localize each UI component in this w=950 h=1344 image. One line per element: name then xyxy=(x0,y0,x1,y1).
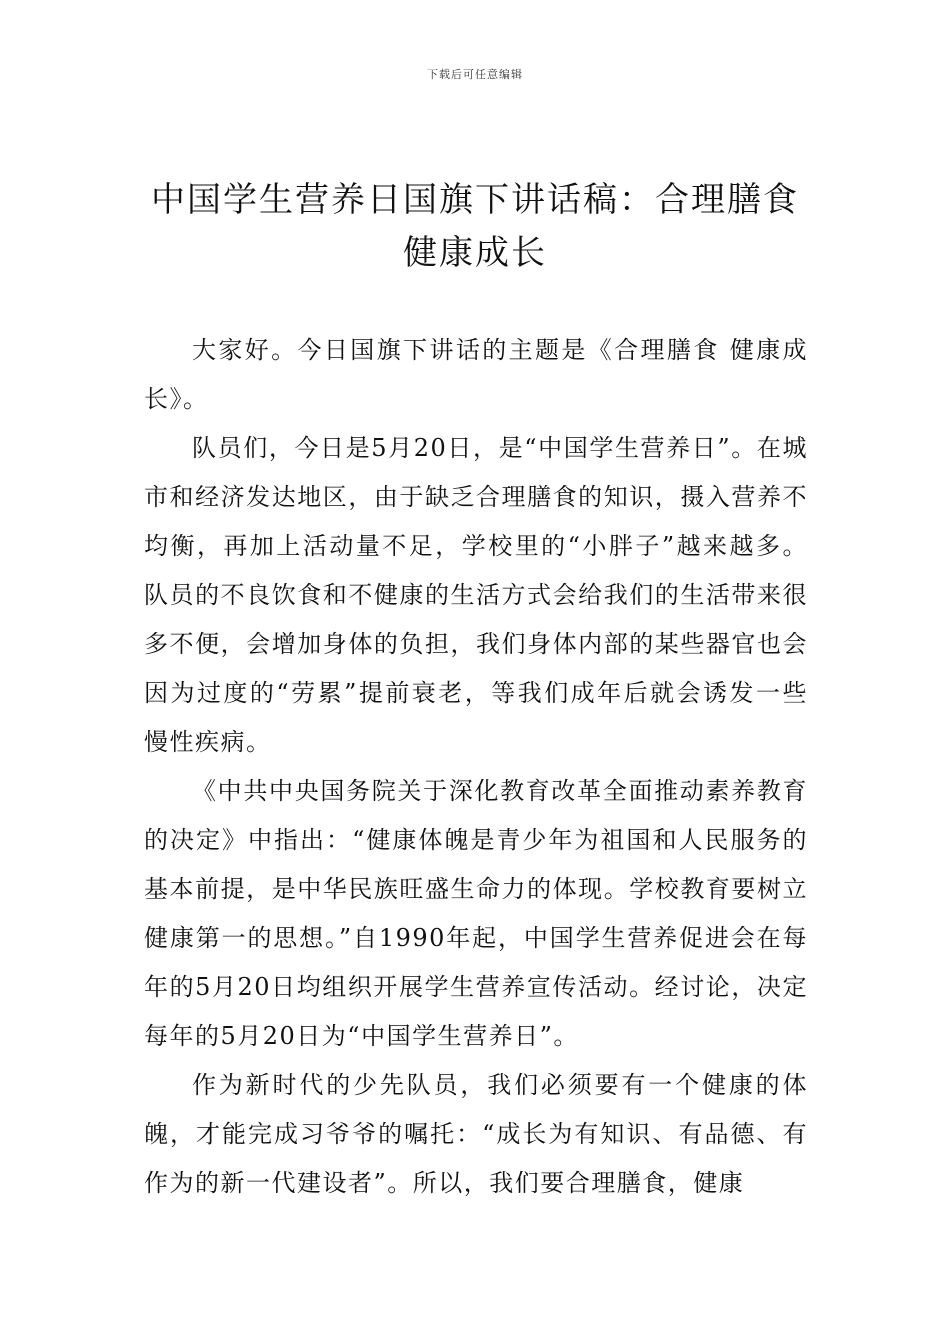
page-title xyxy=(120,174,830,280)
body-text xyxy=(144,326,808,1208)
paragraph-greeting: 大家好。今日国旗下讲话的主题是《合理膳食 健康成长》。 xyxy=(144,336,808,413)
header-note: 下载后可任意编辑 xyxy=(427,68,523,81)
title-line-2: 健康成长 xyxy=(403,233,547,273)
paragraph-nutrition-day: 队员们，今日是5月20日，是“中国学生营养日”。在城市和经济发达地区，由于缺乏合理膳食的知识，摄入营养不均衡，再加上活动量不足，学校里的“小胖子”越来越多。队员的不良饮食和不健康的生活方式会给我们的生活带来很多不便，会增加身体的负担，我们身体内部的某些器官也会因为过度的“劳累”提前衰老，等我们成年后就会诱发一些慢性疾病。 xyxy=(144,434,808,756)
title-line-1: 中国学生营养日国旗下讲话稿：合理膳食 xyxy=(151,180,799,220)
paragraph-call-to-action: 作为新时代的少先队员，我们必须要有一个健康的体魄，才能完成习爷爷的嘱托：“成长为有知识、有品德、有作为的新一代建设者”。所以，我们要合理膳食，健康 xyxy=(144,1071,808,1197)
paragraph-policy: 《中共中央国务院关于深化教育改革全面推动素养教育的决定》中指出：“健康体魄是青少年为祖国和人民服务的基本前提，是中华民族旺盛生命力的体现。学校教育要树立健康第一的思想。”自1990年起，中国学生营养促进会在每年的5月20日均组织开展学生营养宣传活动。经讨论，决定每年的5月20日为“中国学生营养日”。 xyxy=(144,777,808,1050)
